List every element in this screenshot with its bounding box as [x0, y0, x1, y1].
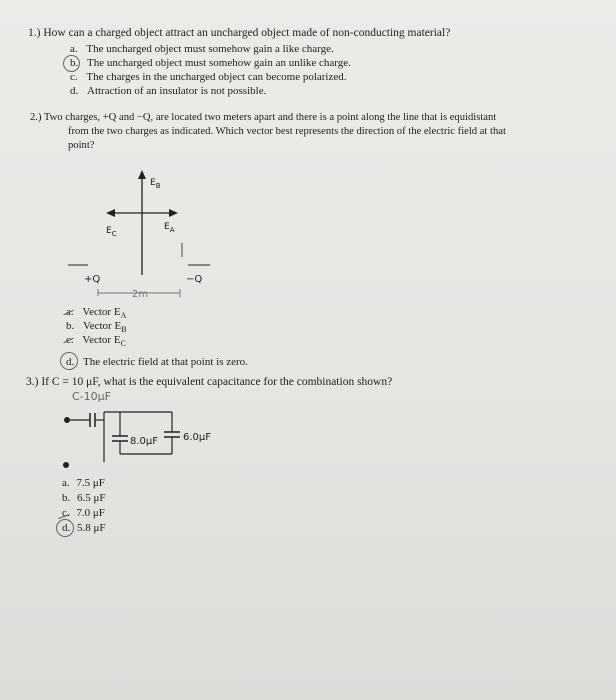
label-eb: $E_B$	[150, 178, 161, 190]
option-text: 6.5 μF	[77, 492, 106, 504]
option-letter: b.	[70, 57, 79, 69]
option-text: Attraction of an insulator is not possible.	[87, 85, 267, 97]
eb-arrowhead	[138, 170, 146, 179]
question-2-text-line3: point?	[68, 140, 95, 151]
answer-circle-q1-b	[63, 55, 80, 72]
option-text: The uncharged object must somehow gain an unlike charge.	[87, 57, 351, 69]
answer-circle-q3-d	[56, 519, 74, 537]
label-negative-charge: −Q	[186, 274, 203, 285]
option-letter: a.	[70, 43, 78, 55]
option-text: 7.5 μF	[76, 477, 105, 489]
q3-option-b	[62, 492, 106, 504]
label-positive-charge: +Q	[84, 274, 101, 285]
ea-arrowhead	[169, 209, 178, 217]
capacitor-circuit-diagram	[60, 402, 240, 482]
label-ec: $E_C$	[106, 226, 117, 238]
ec-arrowhead	[106, 209, 115, 217]
option-text: 7.0 μF	[76, 507, 105, 519]
option-text: The electric field at that point is zero.	[83, 356, 248, 368]
label-cap-6: 6.0μF	[183, 432, 212, 443]
q2-option-c	[66, 334, 126, 348]
option-letter: c.	[66, 334, 74, 346]
label-ea: $E_A$	[164, 222, 175, 234]
option-letter: b.	[66, 320, 75, 332]
q2-option-b	[66, 320, 127, 334]
electric-field-diagram	[60, 165, 230, 310]
q1-option-c	[70, 71, 347, 83]
option-letter: c.	[62, 507, 70, 519]
option-letter: c.	[70, 71, 78, 83]
option-text: The uncharged object must somehow gain a like charge.	[86, 43, 334, 55]
option-text: The charges in the uncharged object can become polarized.	[86, 71, 347, 83]
question-2-text-line2: from the two charges as indicated. Which vector best represents the direction of the electric field at that	[68, 126, 506, 137]
option-letter: d.	[66, 356, 75, 368]
option-text: Vector $E_B$	[83, 320, 127, 335]
handwritten-capacitance-note: C-10μF	[72, 390, 111, 403]
option-letter: a.	[62, 477, 70, 489]
option-letter: b.	[62, 492, 71, 504]
q3-option-a	[62, 477, 105, 489]
question-1-text: 1.) How can a charged object attract an uncharged object made of non-conducting material?	[28, 27, 451, 39]
question-2-text-line1: 2.) Two charges, +Q and −Q, are located two meters apart and there is a point along the line that is equidistant	[30, 112, 497, 123]
q1-option-a	[70, 43, 334, 55]
option-text: Vector $E_C$	[82, 334, 126, 349]
handwritten-distance: 2m	[132, 289, 149, 300]
q1-option-d	[70, 85, 266, 97]
option-letter: d.	[62, 522, 71, 534]
terminal-bottom	[63, 462, 69, 468]
option-text: Vector $E_A$	[82, 306, 127, 321]
option-text: 5.8 μF	[77, 522, 106, 534]
q2-option-a	[66, 306, 126, 320]
option-letter: a.	[66, 306, 74, 318]
answer-circle-q2-d	[60, 352, 78, 370]
q2-option-d	[66, 356, 248, 368]
label-cap-8: 8.0μF	[130, 436, 159, 447]
q1-option-b	[70, 57, 351, 69]
option-letter: d.	[70, 85, 79, 97]
question-3-text: 3.) If C = 10 μF, what is the equivalent capacitance for the combination shown?	[26, 376, 393, 388]
